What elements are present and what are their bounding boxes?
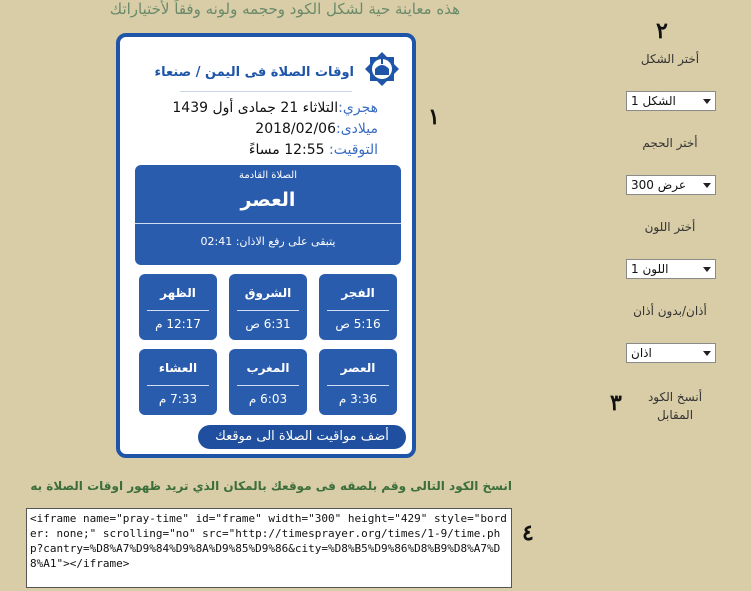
prayer-name: الظهر [160, 286, 196, 300]
add-to-site-button[interactable]: أضف مواقيت الصلاة الى موقعك [198, 425, 406, 449]
chevron-down-icon [703, 183, 711, 188]
next-prayer-label: الصلاة القادمة [239, 170, 297, 181]
tile-divider [237, 385, 299, 386]
remaining-time: يتبقى على رفع الاذان: 02:41 [200, 235, 336, 248]
step-marker-2: ٢ [656, 18, 668, 44]
tile-divider [327, 385, 389, 386]
adhan-select-value: اذان [631, 346, 652, 360]
step-marker-3: ٣ [610, 390, 622, 416]
gregorian-date-row [255, 121, 378, 137]
tile-divider [147, 385, 209, 386]
prayer-tile-isha [139, 349, 217, 415]
tile-divider [327, 310, 389, 311]
time-value: 12:55 مساءً [248, 142, 325, 158]
prayer-tile-asr [319, 349, 397, 415]
size-select[interactable] [626, 175, 716, 195]
widget-header [120, 47, 412, 91]
prayer-name: الفجر [341, 286, 375, 300]
prayer-tile-dhuhr [139, 274, 217, 340]
hijri-date-row [172, 100, 378, 116]
embed-code-textarea[interactable]: <iframe name="pray-time" id="frame" width="300" height="429" style="border: none;" scrolling="no" src="http://timesprayer.org/times/1-9/time.php?cantry=%D8%A7%D9%84%D9%8A%D9%85%D9%86&city=%D8%B5%D9%86%D8%B9%D8%A7%D8%A1"></iframe> [26, 508, 512, 588]
shape-select[interactable] [626, 91, 716, 111]
tile-divider [147, 310, 209, 311]
prayer-tile-sunrise [229, 274, 307, 340]
time-label: التوقيت: [329, 142, 378, 158]
adhan-label: أذان/بدون أذان [633, 304, 707, 318]
chevron-down-icon [703, 99, 711, 104]
prayer-tile-maghrib [229, 349, 307, 415]
header-divider [180, 91, 352, 92]
hijri-value: التلاثاء 21 جمادى أول 1439 [172, 100, 339, 116]
copy-code-label: أنسخ الكود المقابل [647, 390, 703, 422]
prayer-times-widget [116, 33, 416, 458]
step-marker-4: ٤ [522, 520, 534, 546]
tile-divider [237, 310, 299, 311]
code-instruction: انسخ الكود التالى وقم بلصقه فى موقعك بالمكان الذي تريد ظهور اوقات الصلاة به [30, 479, 512, 493]
shape-label: أختر الشكل [640, 52, 700, 66]
adhan-select[interactable] [626, 343, 716, 363]
prayer-time: 12:17 م [155, 317, 201, 331]
color-select-value: اللون 1 [631, 262, 669, 276]
prayer-tile-fajr [319, 274, 397, 340]
size-label: أختر الحجم [642, 136, 698, 150]
step-marker-1: ١ [428, 104, 440, 130]
chevron-down-icon [703, 351, 711, 356]
next-prayer-divider [135, 223, 401, 224]
prayer-time: 5:16 ص [335, 317, 381, 331]
preview-caption: هذه معاينة حية لشكل الكود وحجمه ولونه وفقاً لأختياراتك [109, 0, 460, 18]
next-prayer-box [135, 165, 401, 265]
widget-title: اوقات الصلاة فى اليمن / صنعاء [154, 65, 354, 80]
gregorian-label: ميلادى: [336, 121, 378, 137]
color-label: أختر اللون [644, 220, 696, 234]
prayer-time: 3:36 م [338, 392, 378, 406]
hijri-label: هجري: [338, 100, 378, 116]
prayer-name: العشاء [158, 361, 198, 375]
color-select[interactable] [626, 259, 716, 279]
prayer-name: العصر [340, 361, 376, 375]
time-row [249, 142, 378, 158]
next-prayer-name: العصر [240, 189, 296, 211]
gregorian-value: 2018/02/06 [255, 121, 336, 137]
prayer-time: 6:31 ص [245, 317, 291, 331]
prayer-name: المغرب [246, 361, 290, 375]
size-select-value: عرض 300 [631, 178, 687, 192]
chevron-down-icon [703, 267, 711, 272]
shape-select-value: الشكل 1 [631, 94, 676, 108]
prayer-time: 7:33 م [158, 392, 198, 406]
prayer-time: 6:03 م [248, 392, 288, 406]
mosque-logo-icon [364, 51, 400, 87]
prayer-name: الشروق [244, 286, 292, 300]
